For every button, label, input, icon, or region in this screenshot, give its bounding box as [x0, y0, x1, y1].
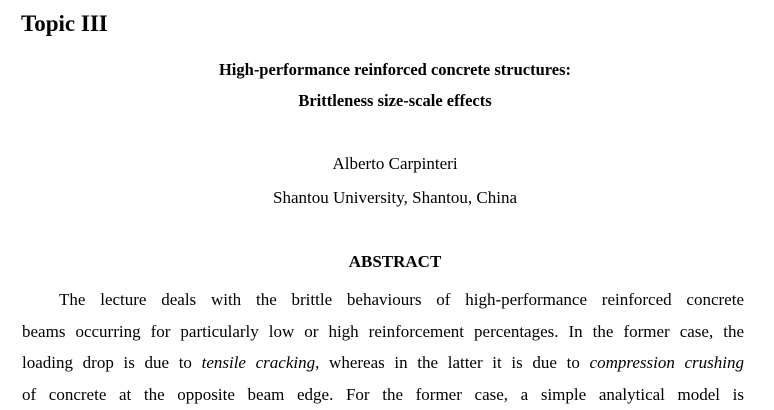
paper-title-line-1: High-performance reinforced concrete structures:	[0, 59, 774, 81]
topic-label: Topic III	[21, 9, 108, 39]
abstract-line-2-text: beams occurring for particularly low or high reinforcement percentages. In the former case, the	[22, 322, 744, 341]
abstract-italic-compression-crushing: compression crushing	[590, 353, 744, 372]
abstract-italic-tensile-cracking: tensile cracking	[202, 353, 316, 372]
author-affiliation: Shantou University, Shantou, China	[0, 187, 774, 209]
abstract-body	[22, 284, 744, 410]
abstract-line-3-text-b: , whereas in the latter it is due to	[315, 353, 589, 372]
abstract-line-3	[22, 347, 744, 379]
abstract-line-4	[22, 379, 744, 410]
abstract-line-1-text: The lecture deals with the brittle behaviours of high-performance reinforced concrete	[59, 290, 744, 309]
abstract-line-3-text-a: loading drop is due to	[22, 353, 202, 372]
abstract-line-4-text: of concrete at the opposite beam edge. For the former case, a simple analytical model is	[22, 385, 744, 404]
abstract-heading: ABSTRACT	[0, 251, 774, 273]
paper-title-line-2: Brittleness size-scale effects	[0, 90, 774, 112]
abstract-line-1	[22, 284, 744, 316]
abstract-line-2	[22, 316, 744, 348]
author-name: Alberto Carpinteri	[0, 153, 774, 175]
